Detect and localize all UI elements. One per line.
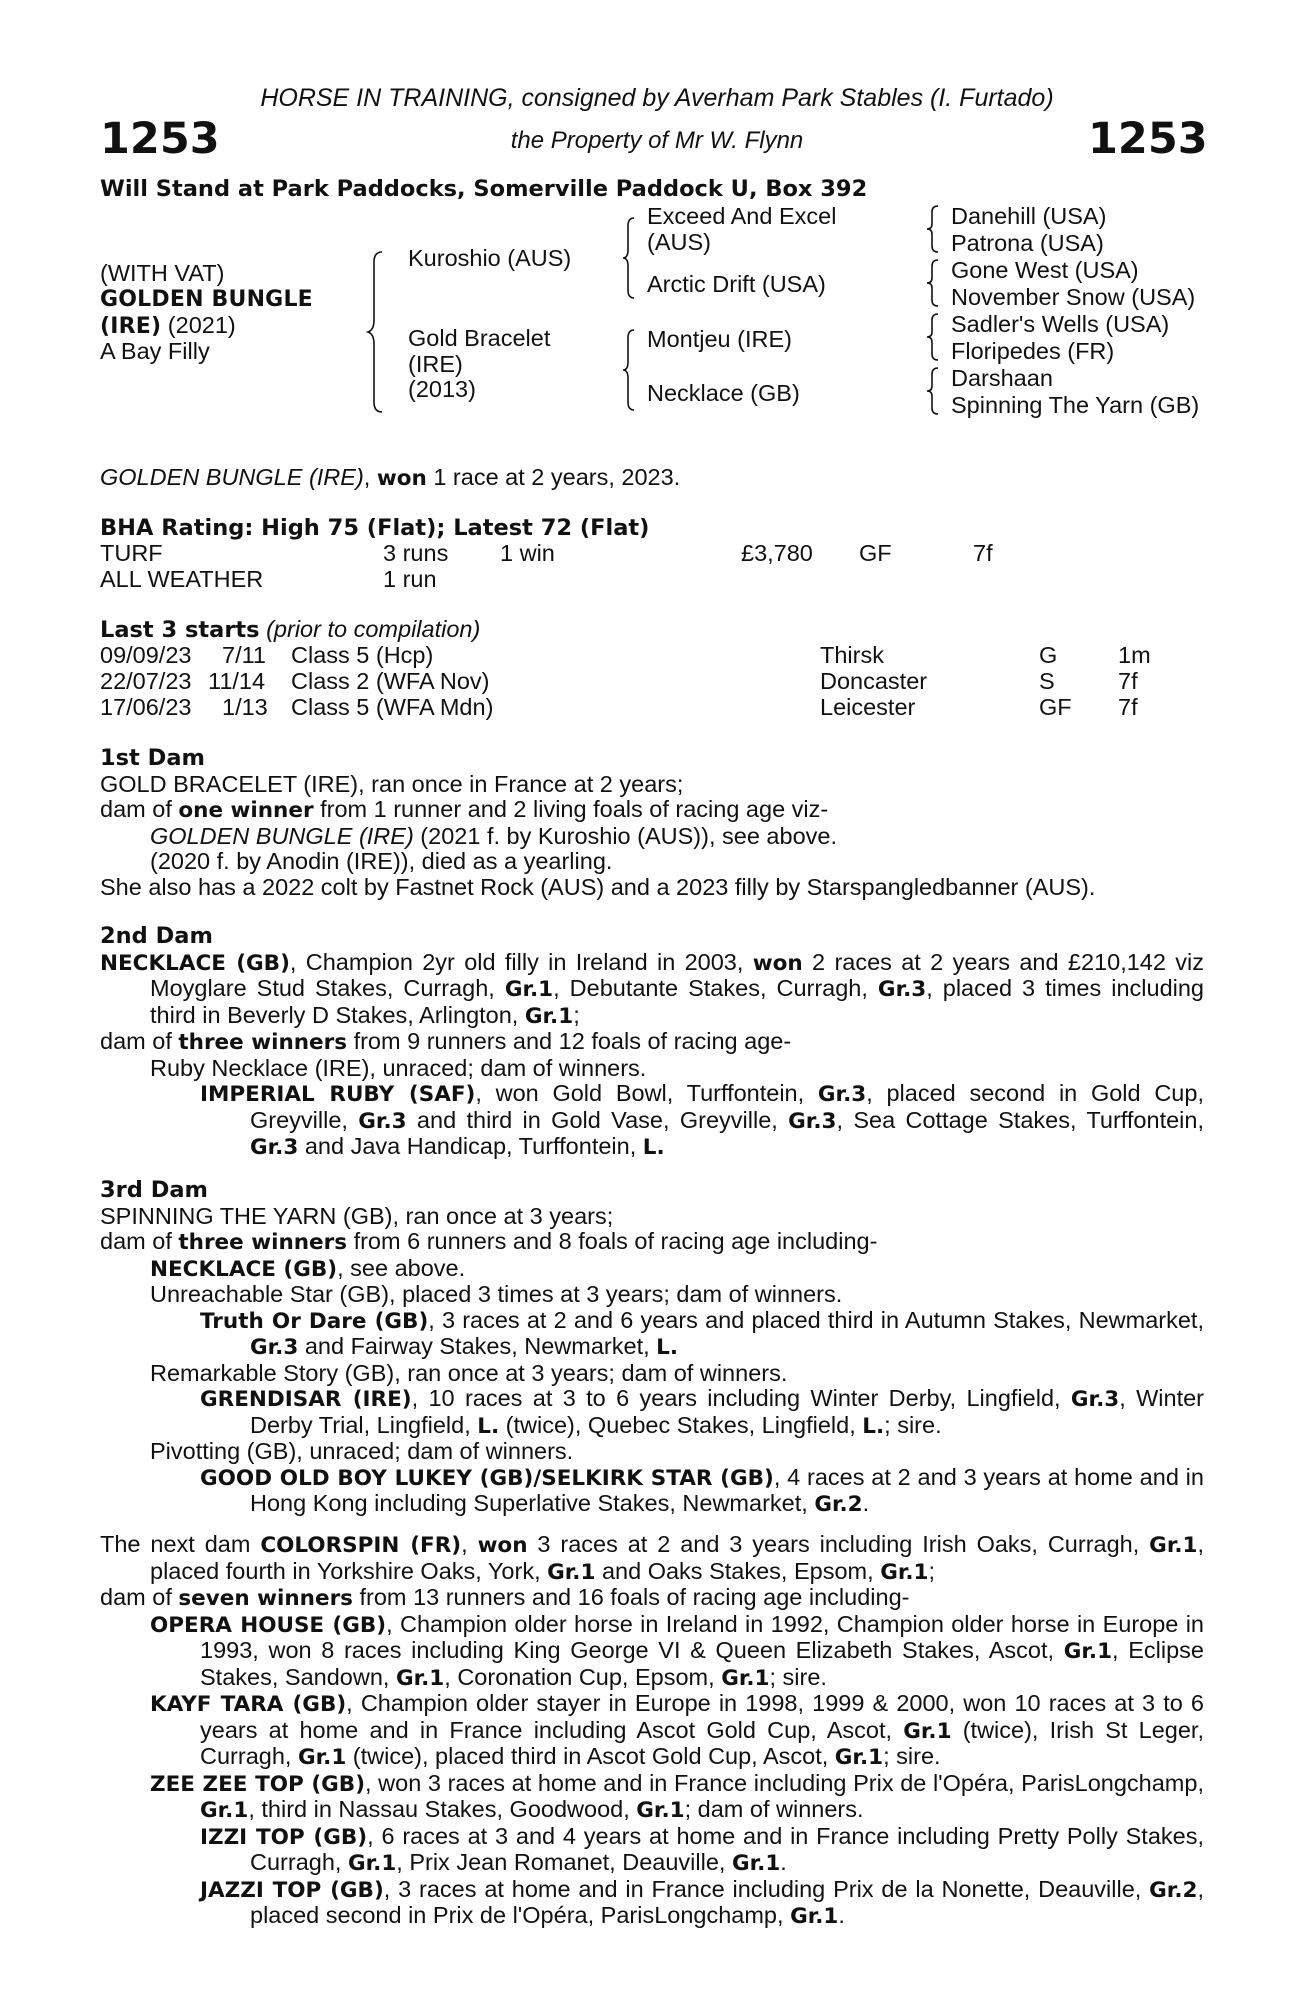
next-dam-section: The next dam COLORSPIN (FR), won 3 races at 2 and 3 years including Irish Oaks, Curragh, Gr.1, placed fourth in Yorkshire Oaks, York, Gr.1 and Oaks Stakes, Epsom, Gr.1; dam of seven winners from 13 runners and 16 foals of racing age including- OPERA HOUSE (GB), Champion older horse in Ireland in 1992, Champion older horse in Europe in 1993, won 8 races including King George VI & Queen Elizabeth Stakes, Ascot, Gr.1, Eclipse Stakes, Sandown, Gr.1, Coronation Cup, Epsom, Gr.1; sire. KAYF TARA (GB), Champion older stayer in Europe in 1998, 1999 & 2000, won 10 races at 3 to 6 years at home and in France including Ascot Gold Cup, Ascot, Gr.1 (twice), Irish St Leger, Curragh, Gr.1 (twice), placed third in Ascot Gold Cup, Ascot, Gr.1; sire. ZEE ZEE TOP (GB), won 3 races at home and in France including Prix de l'Opéra, ParisLongchamp, Gr.1, third in Nassau Stakes, Goodwood, Gr.1; dam of winners. IZZI TOP (GB), 6 races at 3 and 4 years at home and in France including Pretty Polly Stakes, Curragh, Gr.1, Prix Jean Romanet, Deauville, Gr.1. JAZZI TOP (GB), 3 races at home and in France including Prix de la Nonette, Deauville, Gr.2, placed second in Prix de l'Opéra, ParisLongchamp, Gr.1. bbox=[100, 1531, 1205, 1929]
third-dam-section: 3rd Dam SPINNING THE YARN (GB), ran once at 3 years; dam of three winners from 6 runners and 8 foals of racing age including- NECKLACE (GB), see above. Unreachable Star (GB), placed 3 times at 3 years; dam of winners. Truth Or Dare (GB), 3 races at 2 and 6 years and placed third in Autumn Stakes, Newmarket, Gr.3 and Fairway Stakes, Newmarket, L. Remarkable Story (GB), ran once at 3 years; dam of winners. GRENDISAR (IRE), 10 races at 3 to 6 years including Winter Derby, Lingfield, Gr.3, Winter Derby Trial, Lingfield, L. (twice), Quebec Stakes, Lingfield, L.; sire. Pivotting (GB), unraced; dam of winners. GOOD OLD BOY LUKEY (GB)/SELKIRK STAR (GB), 4 races at 2 and 3 years at home and in Hong Kong including Superlative Stakes, Newmarket, Gr.2. bbox=[100, 1177, 1204, 1517]
pedigree-brace bbox=[928, 366, 942, 416]
ddd: Spinning The Yarn (GB) bbox=[951, 392, 1200, 418]
ssd: Patrona (USA) bbox=[951, 230, 1104, 256]
race-summary: GOLDEN BUNGLE (IRE), won 1 race at 2 years, 2023. bbox=[100, 464, 681, 491]
pedigree-brace bbox=[370, 252, 390, 412]
first-dam-section: 1st Dam GOLD BRACELET (IRE), ran once in France at 2 years; dam of one winner from 1 runner and 2 living foals of racing age viz- GOLDEN BUNGLE (IRE) (2021 f. by Kuroshio (AUS)), see above. (2020 f. by Anodin (IRE)), died as a yearling. She also has a 2022 colt by Fastnet Rock (AUS) and a 2023 filly by Starspangledbanner (AUS). bbox=[100, 745, 1096, 900]
catalogue-page: HORSE IN TRAINING, consigned by Averham Park Stables (I. Furtado) the Property of Mr W. Flynn 1253 1253 Will Stand at Park Paddocks, Somerville Paddock U, Box 392 (WITH VAT) GOLDEN BUNGLE (IRE) (2021) A Bay Filly Kuroshio (AUS) Gold Bracelet (IRE) (2013) Exceed And Excel (AUS) Arctic Drift (USA) Montjeu (IRE) Necklace (GB) Danehill (USA) Patrona (USA) Gone West (USA) November Snow (USA) Sadler's Wells (USA) Floripedes (FR) Darshaan Spinning The Yarn (GB) GOLDEN BUNGLE (IRE), won 1 race at 2 years, 2023. BHA Rating: High 75 (Flat); Latest 72 (Flat) TURF 3 runs 1 win £3,780 GF 7f ALL WEATHER 1 run Last 3 starts (prior to compilation) 09/09/23 7/11 Class 5 (Hcp) Thirsk G 1m 22/07/23 11/14 Class 2 (WFA Nov) Doncaster S 7f 17/06/23 1/13 Class 5 (WFA Mdn) Leicester GF 7f 1st Dam GOLD BRACELET (IRE), ran once in France at 2 years; dam of one winner from 1 runner and 2 living foals of racing age viz- GOLDEN BUNGLE (IRE) (2021 f. by Kuroshio (AUS)), see above. (2020 f. by Anodin (IRE)), died as a yearling. She also has a 2022 colt by Fastnet Rock (AUS) and a 2023 filly by Starspangledbanner (AUS). 2nd Dam NECKLACE (GB), Champion 2yr old filly in Ireland in 2003, won 2 races at 2 years and £210,142 viz Moyglare Stud Stakes, Curragh, Gr.1, Debutante Stakes, Curragh, Gr.3, placed 3 times including third in Beverly D Stakes, Arlington, Gr.1; dam of three winners from 9 runners and 12 foals of racing age- Ruby Necklace (IRE), unraced; dam of winners. IMPERIAL RUBY (SAF), won Gold Bowl, Turffontein, Gr.3, placed second in Gold Cup, Greyville, Gr.3 and third in Gold Vase, Greyville, Gr.3, Sea Cottage Stakes, Turffontein, Gr.3 and Java Handicap, Turffontein, L. 3rd Dam SPINNING THE YARN (GB), ran once at 3 years; dam of three winners from 6 runners and 8 foals of racing age including- NECKLACE (GB), see above. Unreachable Star (GB), placed 3 times at 3 years; dam of winners. Truth Or Dare (GB), 3 races at 2 and 6 years and placed third in Autumn Stakes, Newmarket, Gr.3 and Fairway Stakes, Newmarket, L. Remarkable Story (GB), ran once at 3 years; dam of winners. GRENDISAR (IRE), 10 races at 3 to 6 years including Winter Derby, Lingfield, Gr.3, Winter Derby Trial, Lingfield, L. (twice), Quebec Stakes, Lingfield, L.; sire. Pivotting (GB), unraced; dam of winners. GOOD OLD BOY LUKEY (GB)/SELKIRK STAR (GB), 4 races at 2 and 3 years at home and in Hong Kong including Superlative Stakes, Newmarket, Gr.2. The next dam COLORSPIN (FR), won 3 races at 2 and 3 years including Irish Oaks, Curragh, Gr.1, placed fourth in Yorkshire Oaks, York, Gr.1 and Oaks Stakes, Epsom, Gr.1; dam of seven winners from 13 runners and 16 foals of racing age including- OPERA HOUSE (GB), Champion older horse in Ireland in 1992, Champion older horse in Europe in 1993, won 8 races including King George VI & Queen Elizabeth Stakes, Ascot, Gr.1, Eclipse Stakes, Sandown, Gr.1, Coronation Cup, Epsom, Gr.1; sire. KAYF TARA (GB), Champion older stayer in Europe in 1998, 1999 & 2000, won 10 races at 3 to 6 years at home and in France including Ascot Gold Cup, Ascot, Gr.1 (twice), Irish St Leger, Curragh, Gr.1 (twice), placed third in Ascot Gold Cup, Ascot, Gr.1; sire. ZEE ZEE TOP (GB), won 3 races at home and in France including Prix de l'Opéra, ParisLongchamp, Gr.1, third in Nassau Stakes, Goodwood, Gr.1; dam of winners. IZZI TOP (GB), 6 races at 3 and 4 years at home and in France including Pretty Polly Stakes, Curragh, Gr.1, Prix Jean Romanet, Deauville, Gr.1. JAZZI TOP (GB), 3 races at home and in France including Prix de la Nonette, Deauville, Gr.2, placed second in Prix de l'Opéra, ParisLongchamp, Gr.1. bbox=[0, 0, 1314, 2000]
second-dam-section: 2nd Dam NECKLACE (GB), Champion 2yr old filly in Ireland in 2003, won 2 races at 2 years and £210,142 viz Moyglare Stud Stakes, Curragh, Gr.1, Debutante Stakes, Curragh, Gr.3, placed 3 times including third in Beverly D Stakes, Arlington, Gr.1; dam of three winners from 9 runners and 12 foals of racing age- Ruby Necklace (IRE), unraced; dam of winners. IMPERIAL RUBY (SAF), won Gold Bowl, Turffontein, Gr.3, placed second in Gold Cup, Greyville, Gr.3 and third in Gold Vase, Greyville, Gr.3, Sea Cottage Stakes, Turffontein, Gr.3 and Java Handicap, Turffontein, L. bbox=[100, 923, 1204, 1160]
pedigree-brace bbox=[928, 258, 942, 308]
pedigree-brace bbox=[928, 312, 942, 362]
sire: Kuroshio (AUS) bbox=[408, 245, 572, 271]
dam-sire: Montjeu (IRE) bbox=[647, 326, 792, 352]
dds: Darshaan bbox=[951, 365, 1053, 391]
sire-sire: Exceed And Excel (AUS) bbox=[647, 203, 837, 255]
dss: Sadler's Wells (USA) bbox=[951, 311, 1170, 337]
property-line: the Property of Mr W. Flynn bbox=[510, 127, 804, 154]
lot-number-right: 1253 bbox=[1088, 114, 1208, 164]
sss: Danehill (USA) bbox=[951, 203, 1107, 229]
dam: Gold Bracelet (IRE) (2013) bbox=[408, 325, 551, 402]
horse-description: A Bay Filly bbox=[100, 338, 210, 364]
consignor-line: HORSE IN TRAINING, consigned by Averham Park Stables (I. Furtado) bbox=[260, 84, 1054, 112]
horse-name: GOLDEN BUNGLE bbox=[100, 287, 313, 312]
dsd: Floripedes (FR) bbox=[951, 338, 1115, 364]
stand-location: Will Stand at Park Paddocks, Somerville Paddock U, Box 392 bbox=[100, 176, 868, 202]
pedigree-brace bbox=[624, 330, 638, 410]
sds: Gone West (USA) bbox=[951, 257, 1139, 283]
lot-number-left: 1253 bbox=[100, 114, 220, 164]
horse-name-suffix: (IRE) (2021) bbox=[100, 312, 236, 339]
pedigree-brace bbox=[928, 204, 942, 254]
vat-note: (WITH VAT) bbox=[100, 260, 225, 286]
last-starts-heading: Last 3 starts (prior to compilation) bbox=[100, 616, 481, 643]
sire-dam: Arctic Drift (USA) bbox=[647, 271, 826, 297]
dam-dam: Necklace (GB) bbox=[647, 380, 800, 406]
sdd: November Snow (USA) bbox=[951, 284, 1196, 310]
bha-rating: BHA Rating: High 75 (Flat); Latest 72 (Flat) bbox=[100, 515, 650, 541]
pedigree-brace bbox=[624, 218, 638, 298]
